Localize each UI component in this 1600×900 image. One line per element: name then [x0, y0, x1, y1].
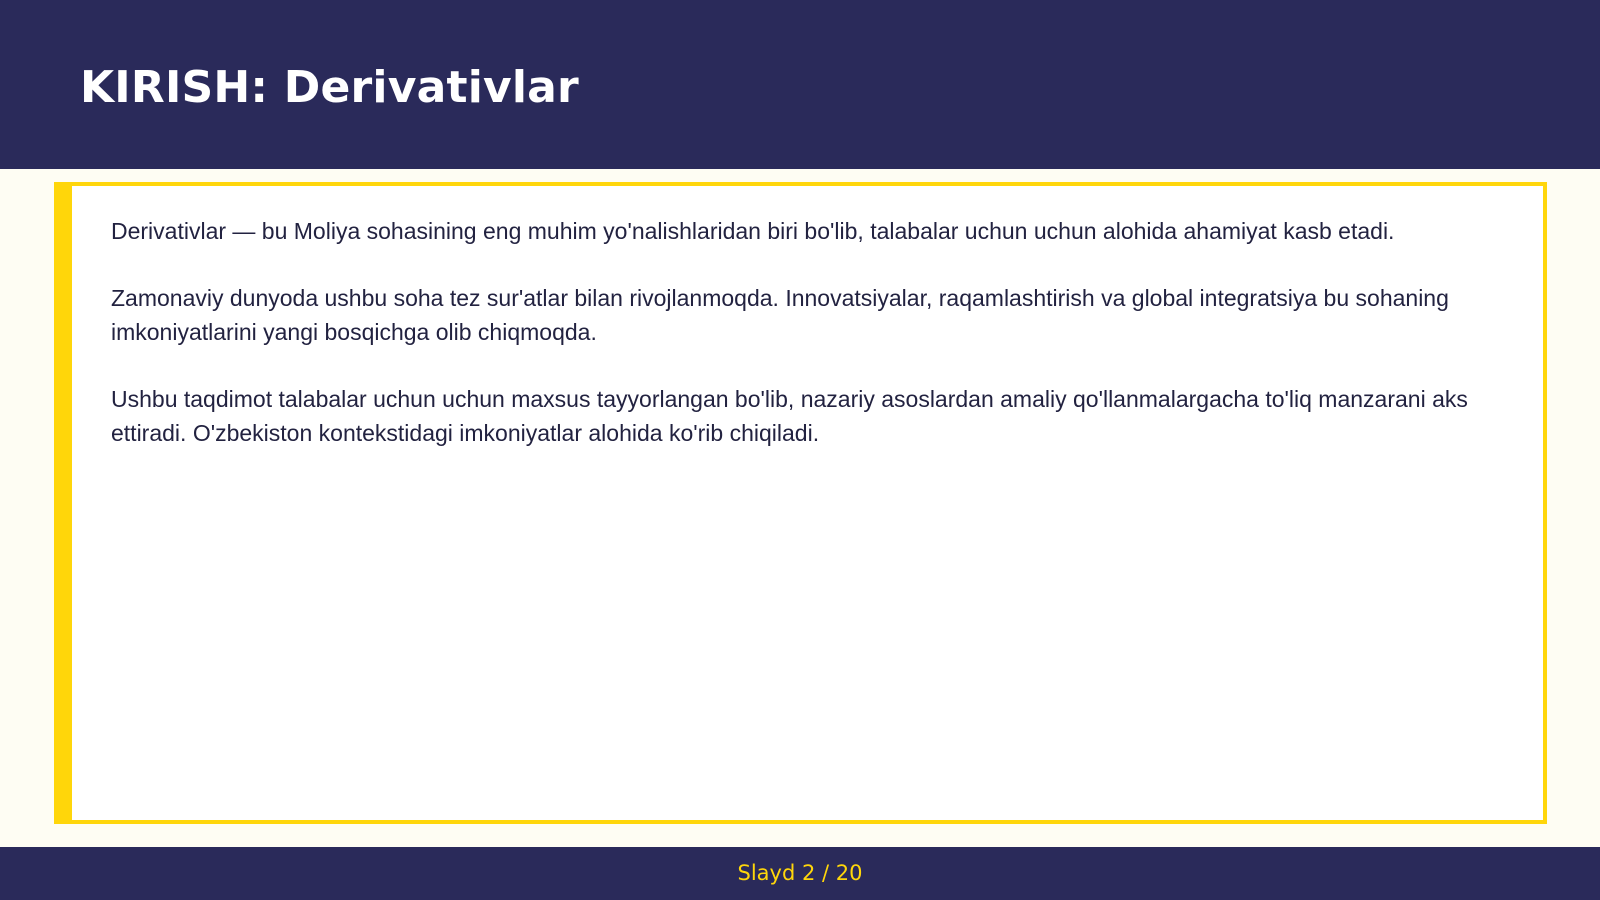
slide-header	[0, 0, 1600, 169]
slide-counter: Slayd 2 / 20	[737, 861, 863, 885]
content-card	[54, 182, 1547, 824]
content-body	[111, 214, 1511, 483]
paragraph-presentation-purpose: Ushbu taqdimot talabalar uchun uchun maxsus tayyorlangan bo'lib, nazariy asoslardan amaliy qo'llanmalargacha to'liq manzarani aks ettiradi. O'zbekiston kontekstidagi imkoniyatlar alohida ko'rib chiqiladi.	[111, 386, 1468, 446]
slide-footer	[0, 847, 1600, 900]
paragraph-intro: Derivativlar — bu Moliya sohasining eng muhim yo'nalishlaridan biri bo'lib, talabalar uchun uchun alohida ahamiyat kasb etadi.	[111, 218, 1395, 244]
paragraph-modern-world: Zamonaviy dunyoda ushbu soha tez sur'atlar bilan rivojlanmoqda. Innovatsiyalar, raqamlashtirish va global integratsiya bu sohaning imkoniyatlarini yangi bosqichga olib chiqmoqda.	[111, 285, 1449, 345]
slide-title: KIRISH: Derivativlar	[80, 62, 579, 113]
